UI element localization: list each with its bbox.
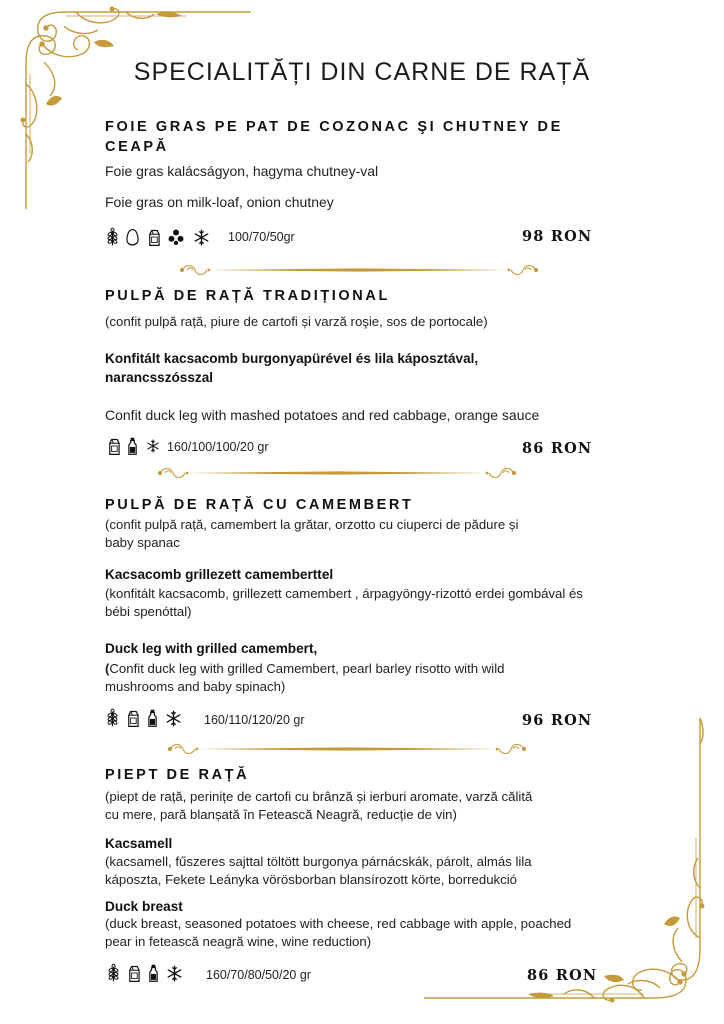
milk-icon [147,227,160,247]
dish-title: PIEPT DE RAȚĂ [105,767,250,783]
frozen-icon [165,710,182,727]
dish-subtitle-hu: Kacsacomb grillezett camemberttel [105,567,334,582]
wheat-icon [106,708,119,728]
milk-icon [107,436,120,456]
page-title: SPECIALITĂȚI DIN CARNE DE RAȚĂ [133,58,591,86]
ornamental-divider [178,263,540,277]
frozen-icon [146,439,160,453]
bottle-icon [127,436,138,456]
milk-icon [126,708,139,728]
milk-icon [127,963,140,983]
dish-title: PULPĂ DE RAȚĂ CU CAMEMBERT [105,497,414,513]
allergen-icons [106,708,185,730]
egg-icon [126,227,139,247]
dish-weight: 160/110/120/20 gr [204,713,305,727]
nut-icon [167,228,185,246]
allergen-icons [107,963,186,985]
dish-description-en: (duck breast, seasoned potatoes with cheese, red cabbage with apple, poached pear in fetească neagră wine, wine reduction) [105,916,572,949]
ornamental-divider [156,466,518,480]
dish-description-hu: (konfitált kacsacomb, grillezett camembert , árpagyöngy-rizottó erdei gombával és bébi spenóttal) [105,586,583,619]
wheat-icon [106,227,119,247]
ornamental-divider [166,742,528,756]
dish-subtitle-en: Duck breast [105,899,183,914]
dish-description-en: Foie gras on milk-loaf, onion chutney [105,194,334,210]
dish-description-ro: (confit pulpă rață, camembert la grătar, orzotto cu ciuperci de pădure și baby spanac [105,517,519,550]
paren-open: ( [105,661,110,676]
corner-ornament-top-left [6,4,256,214]
dish-description-hu: Foie gras kalácságyon, hagyma chutney-val [105,163,379,179]
dish-weight: 100/70/50gr [228,230,295,244]
dish-weight: 160/70/80/50/20 gr [206,968,311,982]
wheat-icon [107,963,120,983]
dish-price: 86 RON [527,967,598,984]
dish-description-hu: (kacsamell, fűszeres sajttal töltött burgonya párnácskák, párolt, almás lila káposzta, Fekete Leányka vörösborban blansírozott körte, borredukció [105,854,532,887]
bottle-icon [147,708,158,728]
dish-description-en: Confit duck leg with mashed potatoes and red cabbage, orange sauce [105,407,540,423]
dish-weight: 160/100/100/20 gr [167,440,269,454]
dish-description-hu: Konfitált kacsacomb burgonyapürével és lila káposztával, narancsszósszal [105,351,479,385]
dish-price: 96 RON [522,712,593,729]
allergen-icons [106,227,213,249]
dish-price: 98 RON [522,228,593,245]
dish-subtitle-hu: Kacsamell [105,836,173,851]
bottle-icon [148,963,159,983]
dish-description-en [105,660,575,696]
dish-title: PULPĂ DE RAȚĂ TRADIȚIONAL [105,288,390,304]
dish-title: FOIE GRAS PE PAT DE COZONAC ŞI CHUTNEY DE CEAPĂ [105,119,563,155]
allergen-icons [107,436,163,458]
frozen-icon [166,965,183,982]
dish-price: 86 RON [522,440,593,457]
frozen-icon [193,229,210,246]
dish-subtitle-en: Duck leg with grilled camembert, [105,641,318,656]
dish-description-ro: (piept de rață, perinițe de cartofi cu brânză și ierburi aromate, varză călită cu mere, pară blanșată în Fetească Neagră, reducție de vin) [105,789,533,822]
dish-description-en-text: Confit duck leg with grilled Camembert, pearl barley risotto with wild mushrooms and baby spinach) [105,661,505,694]
dish-description-ro: (confit pulpă rață, piure de cartofi și varză roşie, sos de portocale) [105,314,488,329]
